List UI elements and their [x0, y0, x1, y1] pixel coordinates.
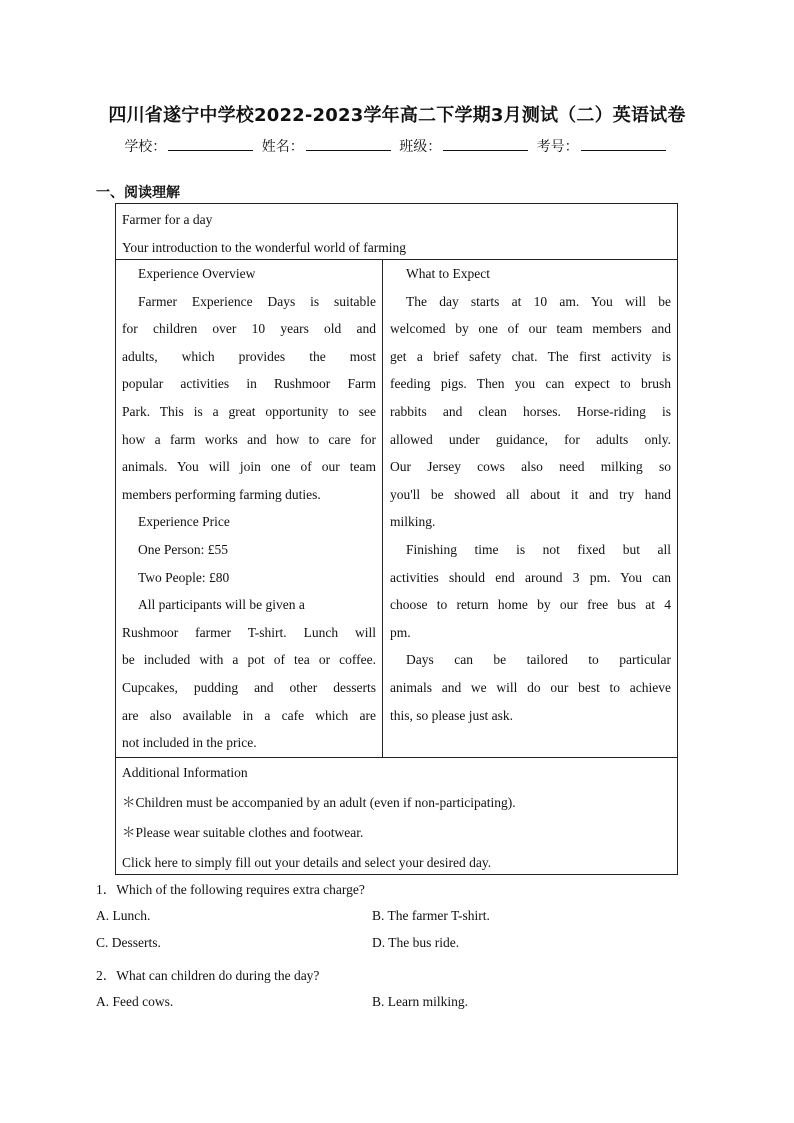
question-1-option-d[interactable]: D. The bus ride.	[372, 935, 460, 950]
text-line: Click here to simply fill out your details and select your desired day.	[122, 855, 492, 870]
section-title: 一、阅读理解	[96, 185, 180, 201]
text-line: adults, which provides the most	[122, 348, 376, 364]
text-line: activities should end around 3 pm. You can	[390, 569, 671, 585]
text-line: ＊Please wear suitable clothes and footwear.	[122, 825, 364, 840]
text-line: Park. This is a great opportunity to see	[122, 403, 376, 419]
question-1-stem: 1．Which of the following requires extra charge?	[96, 882, 365, 897]
text-line: Additional Information	[122, 765, 248, 780]
school-blank[interactable]	[168, 138, 253, 151]
additional-information	[116, 758, 677, 878]
text-line: Days can be tailored to particular	[406, 652, 671, 668]
text-line: milking.	[390, 514, 436, 530]
exam-number-blank[interactable]	[581, 138, 666, 151]
text-line: Experience Overview	[138, 266, 256, 281]
text-line: The day starts at 10 am. You will be	[406, 293, 671, 309]
text-line: pm.	[390, 624, 411, 640]
exam-title: 四川省遂宁中学校2022-2023学年高二下学期3月测试（二）英语试卷	[108, 105, 686, 126]
text-line: Farmer Experience Days is suitable	[138, 293, 376, 309]
text-line: you'll be showed all about it and try hand	[390, 486, 671, 502]
student-info-line	[0, 136, 794, 156]
reading-passage-box	[115, 203, 678, 875]
text-line: ＊Children must be accompanied by an adult (even if non-participating).	[122, 795, 516, 810]
school-label: 学校：	[124, 139, 167, 155]
text-line: animals and we will do our best to achieve	[390, 679, 671, 695]
text-line: members performing farming duties.	[122, 486, 321, 502]
text-line: allowed under guidance, for adults only.	[390, 431, 671, 447]
passage-title: Farmer for a day	[122, 212, 213, 227]
experience-column	[116, 260, 383, 757]
text-line: be included with a pot of tea or coffee.	[122, 652, 376, 668]
question-1-option-a[interactable]: A. Lunch.	[96, 908, 151, 923]
text-line: not included in the price.	[122, 735, 257, 751]
exam-number-label: 考号：	[536, 139, 579, 155]
text-line: Experience Price	[138, 514, 230, 530]
text-line: animals. You will join one of our team	[122, 459, 376, 475]
question-1-option-b[interactable]: B. The farmer T-shirt.	[372, 908, 490, 923]
question-2-option-b[interactable]: B. Learn milking.	[372, 994, 468, 1009]
expect-column	[383, 260, 677, 757]
text-line: Rushmoor farmer T-shirt. Lunch will	[122, 624, 376, 640]
question-2-stem: 2．What can children do during the day?	[96, 968, 320, 983]
name-label: 姓名：	[261, 139, 304, 155]
passage-columns	[116, 260, 677, 758]
text-line: this, so please just ask.	[390, 707, 513, 723]
text-line: welcomed by one of our team members and	[390, 321, 671, 337]
passage-subtitle: Your introduction to the wonderful world of farming	[122, 239, 406, 255]
text-line: All participants will be given a	[138, 597, 305, 613]
text-line: One Person: £55	[138, 541, 228, 557]
text-line: Cupcakes, pudding and other desserts	[122, 679, 376, 695]
text-line: Our Jersey cows also need milking so	[390, 459, 671, 475]
text-line: choose to return home by our free bus at 4	[390, 597, 671, 613]
text-line: Two People: £80	[138, 569, 230, 585]
text-line: are also available in a cafe which are	[122, 707, 376, 723]
question-2-option-a[interactable]: A. Feed cows.	[96, 994, 174, 1009]
text-line: popular activities in Rushmoor Farm	[122, 376, 376, 392]
class-label: 班级：	[399, 139, 442, 155]
passage-header	[116, 204, 677, 260]
class-blank[interactable]	[443, 138, 528, 151]
text-line: What to Expect	[406, 266, 490, 281]
name-blank[interactable]	[306, 138, 391, 151]
text-line: get a brief safety chat. The first activity is	[390, 348, 671, 364]
text-line: rabbits and clean horses. Horse-riding is	[390, 403, 671, 419]
question-1-option-c[interactable]: C. Desserts.	[96, 935, 161, 950]
text-line: for children over 10 years old and	[122, 321, 376, 337]
text-line: feeding pigs. Then you can expect to brush	[390, 376, 671, 392]
text-line: how a farm works and how to care for	[122, 431, 376, 447]
text-line: Finishing time is not fixed but all	[406, 541, 671, 557]
